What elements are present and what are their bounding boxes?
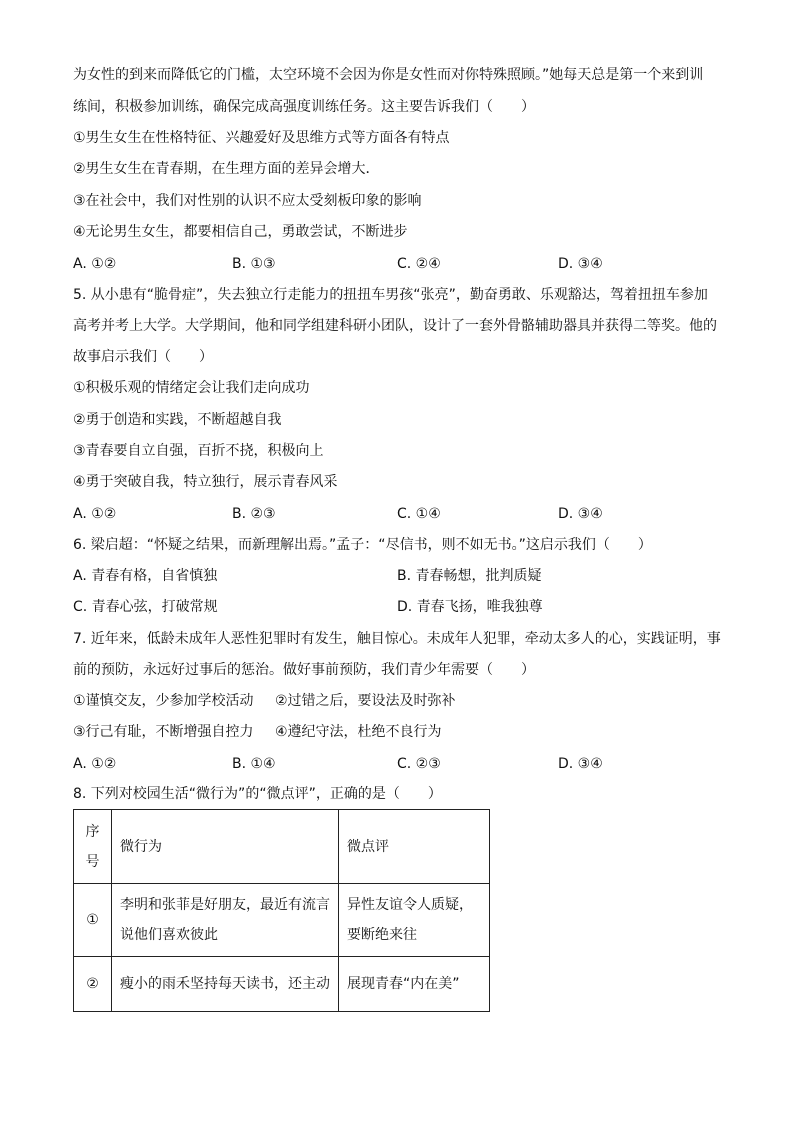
q8-stem-line: 8. 下列对校园生活“微行为”的“微点评”，正确的是（ ） (73, 786, 442, 802)
q6-option-a: A. 青春有格，自省慎独 (73, 568, 218, 584)
q5-option-b: B. ②③ (232, 506, 276, 522)
q7-statement: ①谨慎交友，少参加学校活动 (73, 693, 254, 709)
row-comment: 异性友谊令人质疑，要断绝来往 (339, 884, 490, 957)
q4-option-a: A. ①② (73, 256, 117, 272)
q4-statement: ①男生女生在性格特征、兴趣爱好及思维方式等方面各有特点 (73, 130, 450, 146)
q7-statement: ④遵纪守法，杜绝不良行为 (275, 724, 442, 740)
q7-option-b: B. ①④ (232, 756, 276, 772)
q6-option-c: C. 青春心弦，打破常规 (73, 599, 218, 615)
header-index: 序号 (74, 810, 112, 884)
q4-stem-line: 为女性的到来而降低它的门槛，太空环境不会因为你是女性而对你特殊照顾。”她每天总是第一个来到训 (73, 67, 704, 83)
q4-option-c: C. ②④ (397, 256, 441, 272)
q4-option-b: B. ①③ (232, 256, 276, 272)
row-behavior: 瘦小的雨禾坚持每天读书，还主动 (112, 957, 339, 1012)
q5-option-d: D. ③④ (558, 506, 603, 522)
q4-option-d: D. ③④ (558, 256, 603, 272)
row-index: ② (74, 957, 112, 1012)
q4-statement: ④无论男生女生，都要相信自己，勇敢尝试，不断进步 (73, 224, 408, 240)
header-comment: 微点评 (339, 810, 490, 884)
row-behavior: 李明和张菲是好朋友，最近有流言说他们喜欢彼此 (112, 884, 339, 957)
q4-stem-line: 练间，积极参加训练，确保完成高强度训练任务。这主要告诉我们（ ） (73, 99, 535, 115)
q5-stem-line: 5. 从小患有“脆骨症”，失去独立行走能力的扭扭车男孩“张亮”，勤奋勇敢、乐观豁达，驾着扭扭车参加 (73, 287, 708, 303)
q5-statement: ③青春要自立自强，百折不挠，积极向上 (73, 443, 324, 459)
q7-option-c: C. ②③ (397, 756, 441, 772)
table-row (74, 957, 490, 1012)
table-header-row (74, 810, 490, 884)
q5-option-c: C. ①④ (397, 506, 441, 522)
row-index: ① (74, 884, 112, 957)
header-behavior: 微行为 (112, 810, 339, 884)
table-row (74, 884, 490, 957)
q5-stem-line: 高考并考上大学。大学期间，他和同学组建科研小团队，设计了一套外骨骼辅助器具并获得二等奖。他的 (73, 318, 717, 334)
q5-statement: ②勇于创造和实践，不断超越自我 (73, 412, 282, 428)
q7-statement: ②过错之后，要设法及时弥补 (275, 693, 456, 709)
q5-stem-line: 故事启示我们（ ） (73, 349, 213, 365)
q5-option-a: A. ①② (73, 506, 117, 522)
q5-statement: ④勇于突破自我，特立独行，展示青春风采 (73, 474, 338, 490)
q4-statement: ③在社会中，我们对性别的认识不应太受刻板印象的影响 (73, 193, 422, 209)
q6-option-b: B. 青春畅想，批判质疑 (397, 568, 542, 584)
q6-stem-line: 6. 梁启超：“怀疑之结果，而新理解出焉。”孟子：“尽信书，则不如无书。”这启示我们（ ） (73, 537, 652, 553)
q7-option-d: D. ③④ (558, 756, 603, 772)
q4-statement: ②男生女生在青春期，在生理方面的差异会增大． (73, 161, 380, 177)
q7-option-a: A. ①② (73, 756, 117, 772)
row-comment: 展现青春“内在美” (339, 957, 490, 1012)
micro-behavior-table (73, 809, 490, 1012)
q6-option-d: D. 青春飞扬，唯我独尊 (397, 599, 543, 615)
q7-stem-line: 前的预防，永远好过事后的惩治。做好事前预防，我们青少年需要（ ） (73, 662, 535, 678)
q7-statement: ③行己有耻，不断增强自控力 (73, 724, 254, 740)
q5-statement: ①积极乐观的情绪定会让我们走向成功 (73, 380, 310, 396)
q7-stem-line: 7. 近年来，低龄未成年人恶性犯罪时有发生，触目惊心。未成年人犯罪，牵动太多人的心，实践证明，事 (73, 631, 721, 647)
